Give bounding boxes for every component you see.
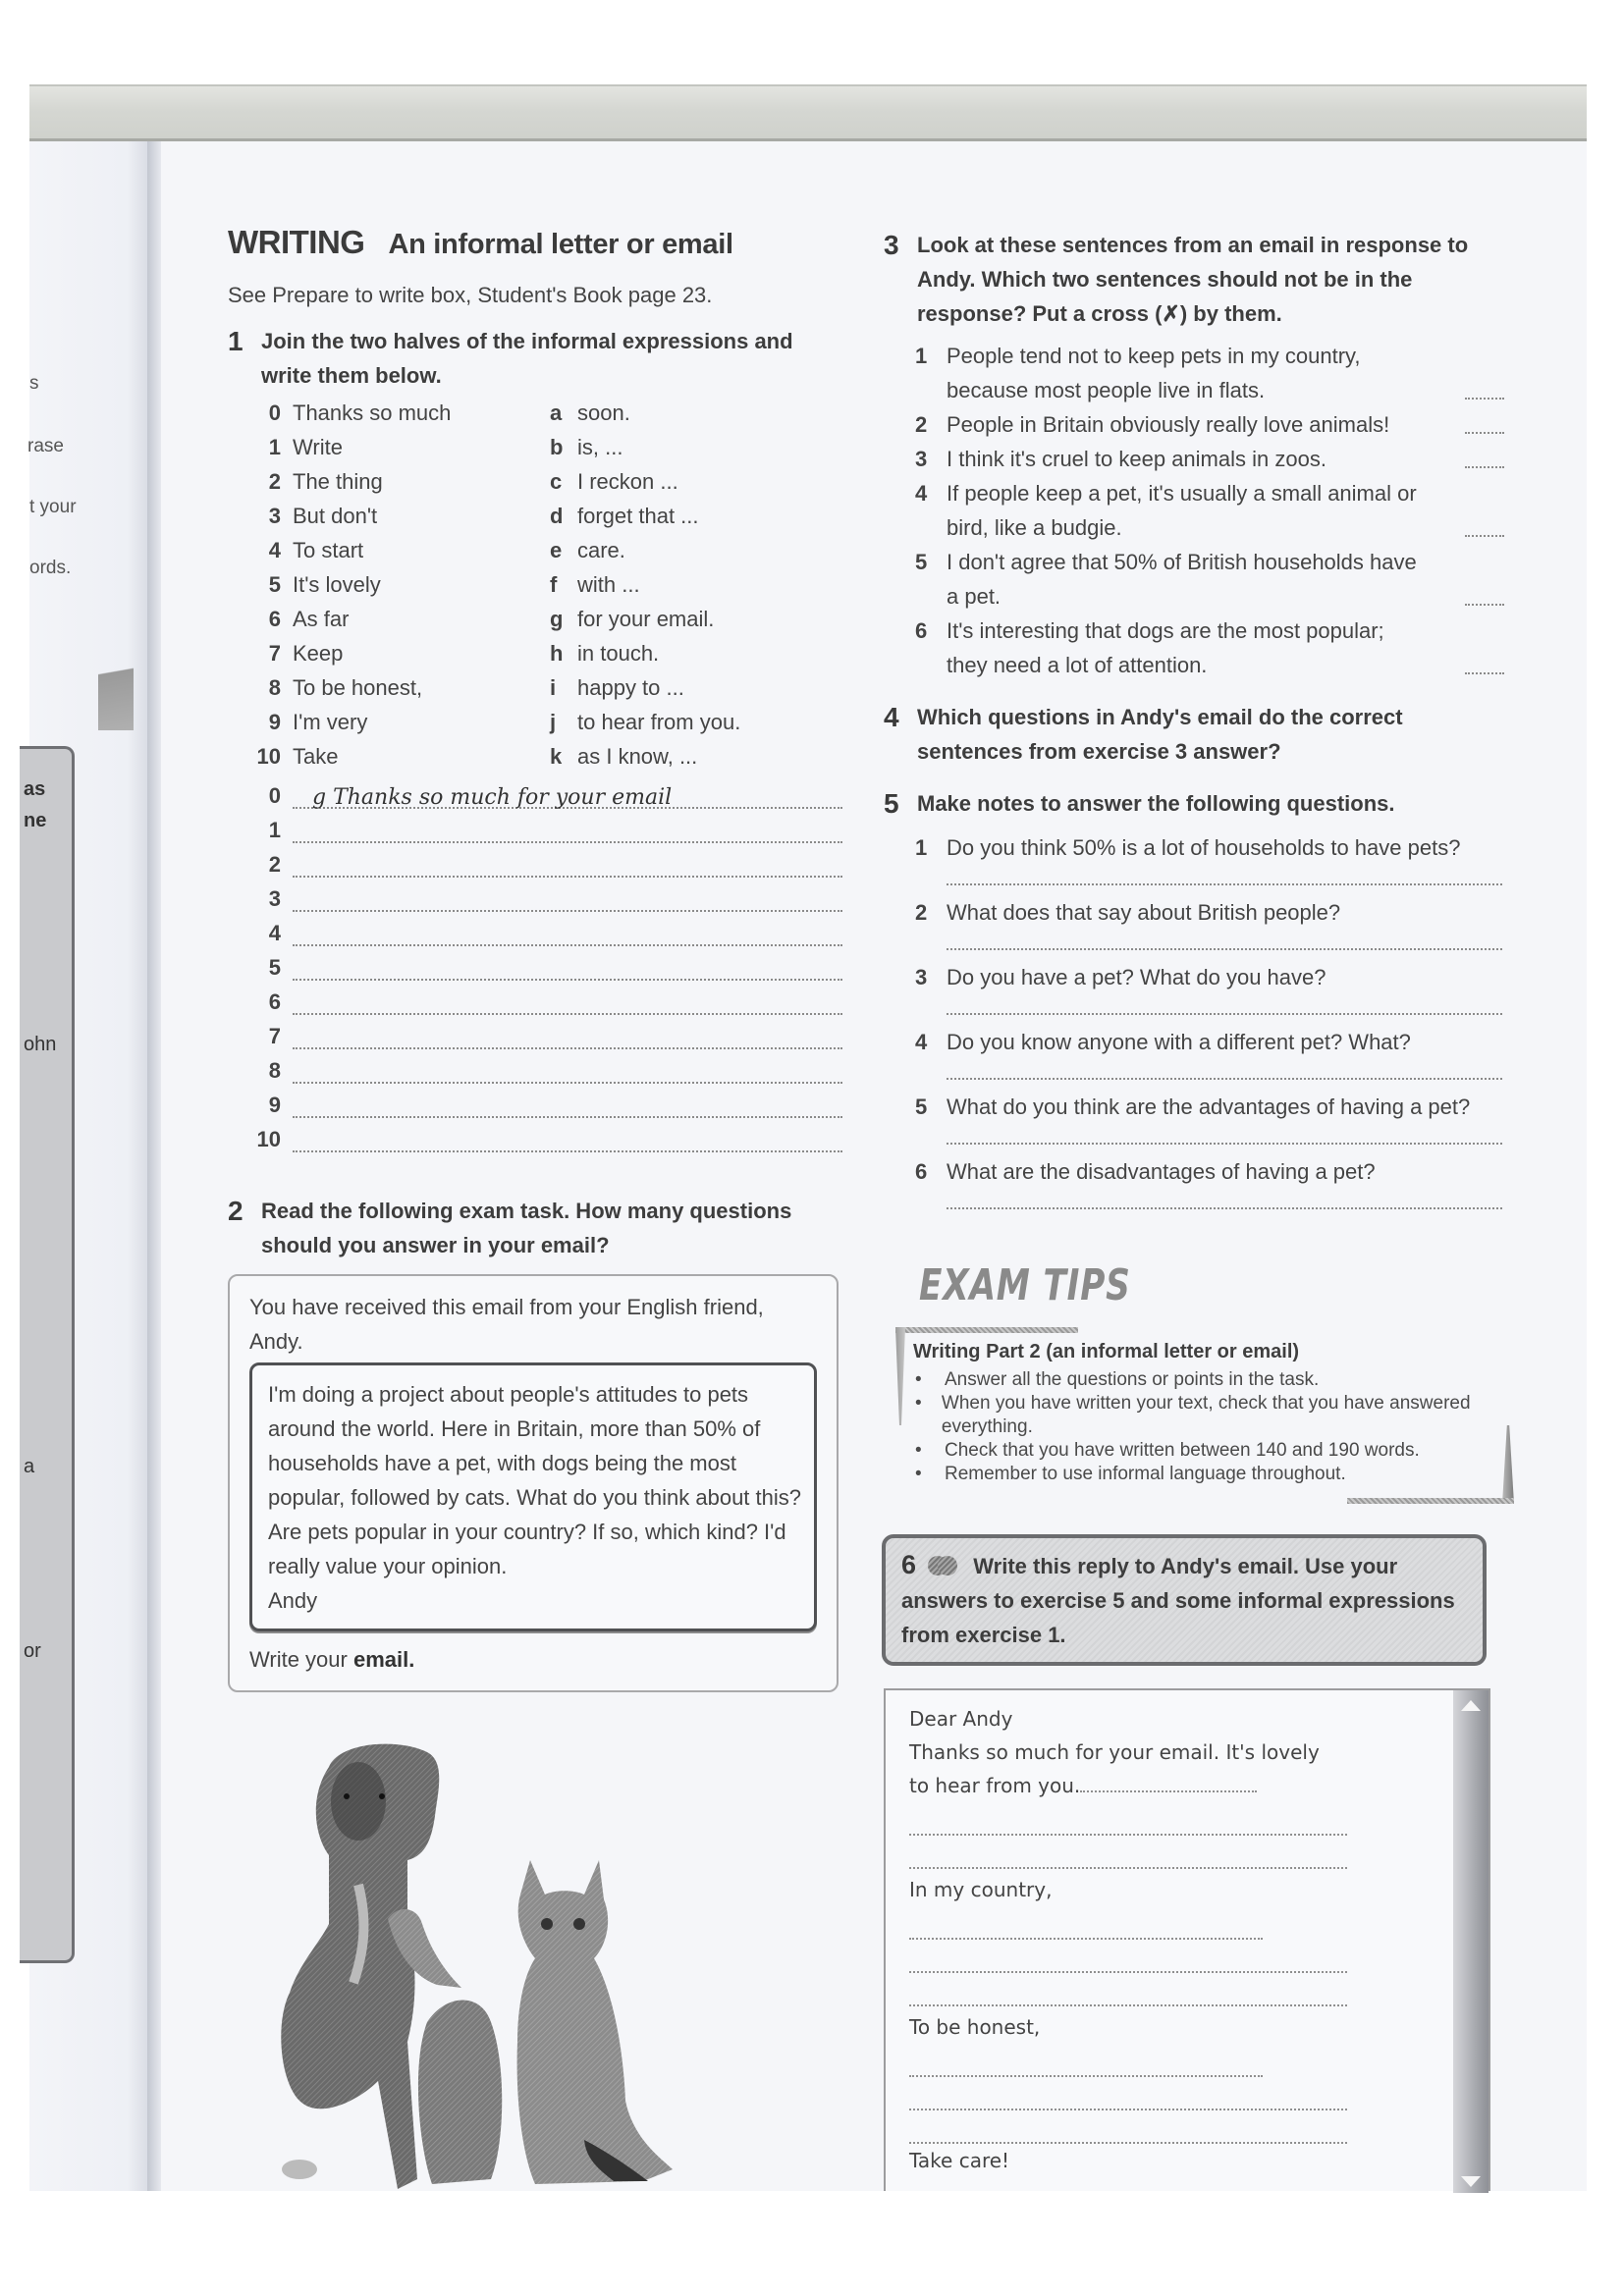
question-number: 4 bbox=[915, 1030, 928, 1054]
fragment-text: ords. bbox=[29, 558, 72, 578]
question-text: Do you think 50% is a lot of households to have pets? bbox=[947, 835, 1461, 860]
item-letter: i bbox=[550, 675, 557, 700]
item-number: 7 bbox=[268, 641, 281, 666]
section-label: WRITING bbox=[228, 224, 365, 260]
item-number: 5 bbox=[268, 572, 281, 597]
exam-tips-box bbox=[884, 1260, 1522, 1516]
previous-page-box bbox=[20, 746, 75, 1963]
item-number: 4 bbox=[268, 538, 281, 562]
reply-closing: Take care! bbox=[909, 2149, 1010, 2172]
sentence-number: 5 bbox=[915, 550, 928, 574]
exercise-2 bbox=[228, 1194, 856, 1262]
frame-line bbox=[1502, 1425, 1514, 1504]
item-number: 8 bbox=[268, 675, 281, 700]
exercise-number: 3 bbox=[884, 230, 899, 260]
notes-field[interactable] bbox=[947, 876, 1502, 885]
item-letter: b bbox=[550, 435, 564, 459]
item-letter: d bbox=[550, 504, 564, 528]
exercise-instruction: Which questions in Andy's email do the correct sentences from exercise 3 answer? bbox=[917, 705, 1403, 764]
sentence-number: 1 bbox=[915, 344, 928, 368]
tip-item bbox=[913, 1439, 1502, 1463]
writing-line[interactable] bbox=[909, 1981, 1347, 2006]
cross-mark-field[interactable] bbox=[1465, 672, 1504, 674]
first-half: Thanks so much bbox=[293, 400, 452, 425]
line-number: 0 bbox=[268, 783, 281, 808]
first-half: Keep bbox=[293, 641, 344, 666]
answer-line bbox=[253, 921, 842, 946]
question-text: Do you know anyone with a different pet? What? bbox=[947, 1030, 1411, 1054]
answer-field[interactable] bbox=[293, 852, 842, 878]
exam-tips-logo: EXAM TIPS bbox=[919, 1260, 1131, 1310]
matching-row bbox=[253, 607, 842, 632]
writing-line[interactable] bbox=[909, 2085, 1347, 2110]
item-letter: a bbox=[550, 400, 563, 425]
writing-line[interactable] bbox=[909, 1843, 1347, 1869]
scanner-binder-bar bbox=[29, 84, 1587, 141]
item-number: 6 bbox=[268, 607, 281, 631]
answer-field[interactable] bbox=[293, 1024, 842, 1049]
sentence-number: 3 bbox=[915, 447, 928, 471]
frame-line bbox=[1347, 1498, 1514, 1504]
exercise-4-heading bbox=[884, 700, 1512, 769]
answer-field[interactable] bbox=[293, 921, 842, 946]
item-letter: e bbox=[550, 538, 563, 562]
fragment-text: ohn bbox=[24, 1034, 57, 1055]
question-text: Do you have a pet? What do you have? bbox=[947, 965, 1326, 989]
exercise-instruction: Write this reply to Andy's email. Use your answers to exercise 5 and some informal expressions from exercise 1. bbox=[901, 1554, 1455, 1647]
answer-line bbox=[253, 886, 842, 912]
item-number: 9 bbox=[268, 710, 281, 734]
item-number: 2 bbox=[268, 469, 281, 494]
exercise-number: 4 bbox=[884, 702, 899, 732]
task-intro: You have received this email from your English friend, Andy. bbox=[249, 1295, 764, 1354]
question-number: 5 bbox=[915, 1095, 928, 1119]
question-item bbox=[915, 1156, 1514, 1209]
notes-field[interactable] bbox=[947, 1200, 1502, 1209]
question-number: 6 bbox=[915, 1159, 928, 1184]
first-half: Take bbox=[293, 744, 339, 769]
reply-line: Thanks so much for your email. It's lovely bbox=[909, 1740, 1320, 1764]
email-signature: Andy bbox=[268, 1588, 318, 1613]
matching-row bbox=[253, 572, 842, 598]
exercise-2-heading bbox=[228, 1194, 856, 1262]
second-half: is, ... bbox=[577, 435, 623, 459]
item-number: 1 bbox=[268, 435, 281, 459]
frame-line bbox=[895, 1327, 905, 1425]
scroll-up-arrow-icon[interactable] bbox=[1461, 1700, 1481, 1711]
sentence-item bbox=[915, 442, 1504, 476]
answer-line bbox=[253, 852, 842, 878]
fragment-text: s bbox=[29, 373, 39, 394]
sentence-text: I don't agree that 50% of British households have a pet. bbox=[947, 550, 1417, 609]
answer-line bbox=[253, 1127, 842, 1152]
item-number: 3 bbox=[268, 504, 281, 528]
exercise-5-heading bbox=[884, 786, 1512, 821]
cross-mark-field[interactable] bbox=[1465, 466, 1504, 468]
line-number: 4 bbox=[268, 921, 281, 945]
second-half: for your email. bbox=[577, 607, 715, 631]
reply-content bbox=[909, 1702, 1347, 2177]
sentence-item bbox=[915, 476, 1504, 545]
question bbox=[915, 962, 1514, 993]
matching-row bbox=[253, 538, 842, 563]
first-half: To start bbox=[293, 538, 364, 562]
question-number: 2 bbox=[915, 900, 928, 925]
question-text: What are the disadvantages of having a pet? bbox=[947, 1159, 1376, 1184]
line-number: 5 bbox=[268, 955, 281, 980]
notes-field[interactable] bbox=[947, 940, 1502, 950]
question-list bbox=[884, 832, 1512, 1209]
item-number: 0 bbox=[268, 400, 281, 425]
fragment-text: ne bbox=[24, 810, 47, 831]
question bbox=[915, 832, 1514, 864]
item-letter: k bbox=[550, 744, 563, 769]
tip-item bbox=[913, 1463, 1502, 1486]
question-text: What do you think are the advantages of having a pet? bbox=[947, 1095, 1471, 1119]
exercise-number: 5 bbox=[884, 788, 899, 819]
question bbox=[915, 1092, 1514, 1123]
exam-tips-heading: Writing Part 2 (an informal letter or email) bbox=[913, 1341, 1300, 1362]
answer-line bbox=[253, 1024, 842, 1049]
fragment-text: a bbox=[24, 1456, 35, 1477]
answer-field[interactable] bbox=[293, 1093, 842, 1118]
second-half: care. bbox=[577, 538, 625, 562]
reply-email-box bbox=[884, 1688, 1490, 2191]
exercise-instruction: Join the two halves of the informal expressions and write them below. bbox=[261, 329, 793, 388]
line-number: 1 bbox=[268, 818, 281, 842]
sentence-number: 4 bbox=[915, 481, 928, 506]
right-column bbox=[884, 228, 1512, 1209]
answer-field[interactable] bbox=[293, 1058, 842, 1084]
fragment-text: t your bbox=[29, 497, 77, 517]
write-prefix: Write your bbox=[249, 1647, 353, 1672]
line-number: 3 bbox=[268, 886, 281, 911]
sentence-item bbox=[915, 545, 1504, 614]
answer-field[interactable] bbox=[293, 955, 842, 981]
matching-row bbox=[253, 504, 842, 529]
question-item bbox=[915, 1092, 1514, 1145]
answer-field[interactable] bbox=[293, 886, 842, 912]
book-gutter bbox=[147, 141, 161, 2191]
bullet-icon: • bbox=[915, 1369, 922, 1390]
first-half: But don't bbox=[293, 504, 378, 528]
bullet-icon: • bbox=[915, 1393, 922, 1414]
reply-text: to hear from you. bbox=[909, 1774, 1081, 1797]
first-half: Write bbox=[293, 435, 343, 459]
answer-field[interactable] bbox=[293, 783, 842, 809]
second-half: happy to ... bbox=[577, 675, 684, 700]
matching-list bbox=[253, 400, 856, 783]
bullet-icon: • bbox=[915, 1464, 922, 1484]
andy-email bbox=[249, 1362, 817, 1631]
left-column bbox=[228, 224, 856, 1176]
rabbit-figure bbox=[418, 2001, 502, 2185]
first-half: It's lovely bbox=[293, 572, 381, 597]
scrollbar[interactable] bbox=[1453, 1690, 1489, 2193]
tip-text: Answer all the questions or points in the task. bbox=[945, 1369, 1320, 1390]
item-letter: c bbox=[550, 469, 563, 494]
writing-line[interactable] bbox=[909, 1810, 1347, 1836]
tip-text: When you have written your text, check that you have answered everything. bbox=[941, 1393, 1471, 1437]
tip-item bbox=[913, 1392, 1502, 1439]
answer-line bbox=[253, 818, 842, 843]
sentence-text: I think it's cruel to keep animals in zoos. bbox=[947, 447, 1326, 471]
write-instruction bbox=[249, 1647, 414, 1673]
sentence-item bbox=[915, 339, 1504, 407]
exercise-instruction: Make notes to answer the following questions. bbox=[917, 791, 1395, 816]
sentence-text: People tend not to keep pets in my country, because most people live in flats. bbox=[947, 344, 1361, 402]
sentence-item bbox=[915, 407, 1504, 442]
line-number: 8 bbox=[268, 1058, 281, 1083]
question bbox=[915, 1156, 1514, 1188]
question-item bbox=[915, 832, 1514, 885]
line-number: 9 bbox=[268, 1093, 281, 1117]
question-item bbox=[915, 897, 1514, 950]
question-text: What does that say about British people? bbox=[947, 900, 1341, 925]
email-text: I'm doing a project about people's attitudes to pets around the world. Here in Britain, more than 50% of households have a pet, with dogs being the most popular, followed by cats. What do you think about this? Are pets popular in your country? If so, which kind? I'd really value your opinion. bbox=[268, 1382, 801, 1578]
matching-row bbox=[253, 744, 842, 770]
tip-text: Check that you have written between 140 and 190 words. bbox=[945, 1440, 1420, 1461]
answer-line bbox=[253, 989, 842, 1015]
first-half: To be honest, bbox=[293, 675, 423, 700]
tips-list bbox=[913, 1368, 1502, 1486]
reply-paragraph-start: To be honest, bbox=[909, 2015, 1041, 2039]
second-half: soon. bbox=[577, 400, 630, 425]
answer-line bbox=[253, 955, 842, 981]
cat-figure bbox=[517, 1860, 673, 2184]
fragment-text: as bbox=[24, 778, 46, 800]
matching-row bbox=[253, 435, 842, 460]
exercise-number: 1 bbox=[228, 326, 244, 356]
sentence-text: If people keep a pet, it's usually a small animal or bird, like a budgie. bbox=[947, 481, 1417, 540]
answer-lines bbox=[253, 783, 856, 1176]
reply-greeting: Dear Andy bbox=[909, 1707, 1013, 1731]
answer-field[interactable] bbox=[293, 1127, 842, 1152]
matching-row bbox=[253, 710, 842, 735]
reply-line bbox=[909, 1769, 1347, 1802]
cross-mark-field[interactable] bbox=[1465, 604, 1504, 606]
item-letter: f bbox=[550, 572, 558, 597]
page-title bbox=[228, 224, 856, 261]
tip-item bbox=[913, 1368, 1502, 1392]
tip-box-corner bbox=[98, 632, 134, 730]
item-letter: g bbox=[550, 607, 564, 631]
exercise-instruction: Look at these sentences from an email in response to Andy. Which two sentences should not be in the response? Put a cross (✗) by them. bbox=[917, 233, 1469, 326]
tip-text: Remember to use informal language throughout. bbox=[945, 1464, 1346, 1484]
email-body bbox=[268, 1377, 806, 1618]
matching-row bbox=[253, 400, 842, 426]
reply-paragraph-start: In my country, bbox=[909, 1878, 1053, 1901]
answer-line bbox=[253, 1093, 842, 1118]
line-number: 7 bbox=[268, 1024, 281, 1048]
sentence-number: 6 bbox=[915, 618, 928, 643]
notes-field[interactable] bbox=[947, 1135, 1502, 1145]
scroll-down-arrow-icon[interactable] bbox=[1461, 2176, 1481, 2187]
matching-row bbox=[253, 675, 842, 701]
question-number: 3 bbox=[915, 965, 928, 989]
sentence-list bbox=[915, 339, 1512, 682]
pets-photo bbox=[260, 1728, 731, 2191]
sentence-text: It's interesting that dogs are the most popular; they need a lot of attention. bbox=[947, 618, 1384, 677]
write-bold: email. bbox=[352, 1647, 415, 1672]
first-half: The thing bbox=[293, 469, 383, 494]
line-number: 2 bbox=[268, 852, 281, 877]
matching-row bbox=[253, 641, 842, 667]
cross-mark-field[interactable] bbox=[1465, 535, 1504, 537]
item-letter: j bbox=[550, 710, 557, 734]
exercise-number: 6 bbox=[901, 1550, 917, 1579]
exercise-instruction: Read the following exam task. How many questions should you answer in your email? bbox=[261, 1199, 792, 1257]
handwritten-answer: g Thanks so much for your email bbox=[312, 785, 673, 810]
notes-field[interactable] bbox=[947, 1070, 1502, 1080]
second-half: in touch. bbox=[577, 641, 660, 666]
speaking-icon bbox=[928, 1556, 957, 1575]
exercise-6-heading bbox=[901, 1548, 1471, 1652]
notes-field[interactable] bbox=[947, 1005, 1502, 1015]
writing-line[interactable] bbox=[909, 2118, 1347, 2144]
question bbox=[915, 1027, 1514, 1058]
item-number: 10 bbox=[256, 744, 281, 769]
line-number: 6 bbox=[268, 989, 281, 1014]
section-subtitle: An informal letter or email bbox=[388, 229, 733, 260]
exercise-1-heading bbox=[228, 324, 856, 393]
exercise-number: 2 bbox=[228, 1196, 244, 1226]
item-letter: h bbox=[550, 641, 564, 666]
cross-mark-field[interactable] bbox=[1465, 398, 1504, 400]
sentence-item bbox=[915, 614, 1504, 682]
writing-line[interactable] bbox=[909, 1914, 1263, 1940]
sentence-number: 2 bbox=[915, 412, 928, 437]
question-number: 1 bbox=[915, 835, 928, 860]
matching-row bbox=[253, 469, 842, 495]
question bbox=[915, 897, 1514, 929]
second-half: as I know, ... bbox=[577, 744, 698, 769]
second-half: I reckon ... bbox=[577, 469, 678, 494]
cross-mark-field[interactable] bbox=[1465, 432, 1504, 434]
fragment-text: rase bbox=[27, 436, 64, 456]
second-half: forget that ... bbox=[577, 504, 699, 528]
bullet-icon: • bbox=[915, 1440, 922, 1461]
second-half: to hear from you. bbox=[577, 710, 741, 734]
fragment-text: or bbox=[24, 1640, 41, 1662]
answer-field[interactable] bbox=[293, 989, 842, 1015]
first-half: As far bbox=[293, 607, 350, 631]
answer-line bbox=[253, 783, 842, 809]
reference-note: See Prepare to write box, Student's Book page 23. bbox=[228, 283, 713, 307]
previous-page-edge bbox=[24, 141, 151, 2191]
answer-field[interactable] bbox=[293, 818, 842, 843]
writing-line[interactable] bbox=[1080, 1773, 1257, 1792]
first-half: I'm very bbox=[293, 710, 368, 734]
second-half: with ... bbox=[577, 572, 640, 597]
exercise-3-heading bbox=[884, 228, 1512, 331]
question-item bbox=[915, 962, 1514, 1015]
answer-line bbox=[253, 1058, 842, 1084]
question-item bbox=[915, 1027, 1514, 1080]
sentence-text: People in Britain obviously really love animals! bbox=[947, 412, 1390, 437]
exam-task-box bbox=[228, 1274, 839, 1692]
writing-line[interactable] bbox=[909, 2052, 1263, 2077]
frame-line bbox=[895, 1327, 1078, 1333]
line-number: 10 bbox=[256, 1127, 281, 1151]
writing-line[interactable] bbox=[909, 1948, 1347, 1973]
exercise-6-box bbox=[882, 1534, 1487, 1666]
